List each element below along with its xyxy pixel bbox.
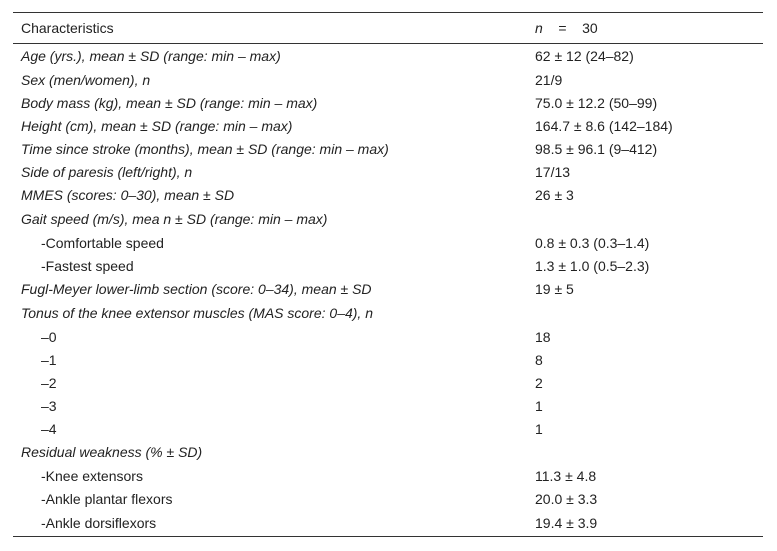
row-value-mas-1: 8 [535, 351, 543, 368]
row-value-mas-2: 2 [535, 374, 543, 391]
row-label-mas-3: –3 [41, 397, 57, 414]
row-value-side-of-paresis: 17/13 [535, 163, 571, 180]
table-row [13, 68, 763, 91]
table-row [13, 487, 763, 510]
row-value-mas-4: 1 [535, 420, 543, 437]
row-value-ankle-plantar-flexors: 20.0 ± 3.3 [535, 490, 598, 507]
table-header [13, 13, 763, 44]
row-label-sex: Sex (men/women), n [21, 71, 151, 88]
row-label-body-mass: Body mass (kg), mean ± SD (range: min – max) [21, 94, 318, 111]
header-sample-size [527, 13, 763, 44]
row-value-gait-speed [527, 207, 763, 231]
row-label-side-of-paresis: Side of paresis (left/right), n [21, 163, 193, 180]
row-value-knee-extensors: 11.3 ± 4.8 [535, 467, 597, 484]
row-label-residual-weakness: Residual weakness (% ± SD) [21, 444, 203, 460]
row-label-knee-extensors: -Knee extensors [41, 467, 143, 484]
table-row [13, 277, 763, 301]
row-label-ankle-plantar-flexors: -Ankle plantar flexors [41, 490, 173, 507]
characteristics-table-container [13, 12, 763, 537]
table-row [13, 348, 763, 371]
table-row [13, 137, 763, 160]
table-row [13, 91, 763, 114]
header-n-eq: = [558, 20, 567, 36]
row-value-fastest-speed: 1.3 ± 1.0 (0.5–2.3) [535, 257, 650, 274]
row-label-mas-4: –4 [41, 420, 57, 437]
row-value-sex: 21/9 [535, 71, 563, 88]
row-label-fugl-meyer: Fugl-Meyer lower-limb section (score: 0–34), mean ± SD [21, 281, 372, 297]
row-value-mas-0: 18 [535, 328, 551, 345]
characteristics-table [13, 12, 763, 537]
row-value-ankle-dorsiflexors: 19.4 ± 3.9 [527, 510, 763, 537]
row-value-height: 164.7 ± 8.6 (142–184) [535, 117, 673, 134]
row-value-tonus [527, 301, 763, 325]
row-value-mmes: 26 ± 3 [535, 187, 574, 203]
row-value-mas-3: 1 [535, 397, 543, 414]
table-row [13, 44, 763, 69]
table-row [13, 301, 763, 325]
table-row [13, 160, 763, 183]
table-row [13, 207, 763, 231]
row-label-height: Height (cm), mean ± SD (range: min – max) [21, 117, 293, 134]
row-label-ankle-dorsiflexors: -Ankle dorsiflexors [13, 510, 527, 537]
row-value-comfortable-speed: 0.8 ± 0.3 (0.3–1.4) [535, 234, 650, 251]
row-label-age: Age (yrs.), mean ± SD (range: min – max) [21, 48, 281, 64]
header-row [13, 13, 763, 44]
table-row [13, 510, 763, 537]
table-row [13, 417, 763, 440]
header-n-label: n [535, 20, 543, 36]
table-row [13, 325, 763, 348]
row-label-tonus: Tonus of the knee extensor muscles (MAS score: 0–4), n [21, 305, 373, 321]
table-row [13, 464, 763, 487]
table-row [13, 254, 763, 277]
row-label-mmes: MMES (scores: 0–30), mean ± SD [21, 187, 235, 203]
table-row [13, 231, 763, 254]
row-value-body-mass: 75.0 ± 12.2 (50–99) [535, 94, 658, 111]
table-row [13, 183, 763, 207]
header-characteristics: Characteristics [13, 13, 527, 44]
row-value-fugl-meyer: 19 ± 5 [535, 281, 574, 297]
table-row [13, 394, 763, 417]
row-label-comfortable-speed: -Comfortable speed [41, 234, 164, 251]
row-label-mas-0: –0 [41, 328, 57, 345]
row-value-time-since-stroke: 98.5 ± 96.1 (9–412) [535, 140, 658, 157]
row-value-age: 62 ± 12 (24–82) [535, 48, 634, 64]
row-label-gait-speed: Gait speed (m/s), mea n ± SD (range: min – max) [21, 211, 328, 227]
table-row [13, 440, 763, 464]
table-body [13, 44, 763, 537]
header-n-value: 30 [582, 20, 598, 36]
row-label-fastest-speed: -Fastest speed [41, 257, 134, 274]
table-row [13, 114, 763, 137]
row-label-mas-2: –2 [41, 374, 57, 391]
row-label-time-since-stroke: Time since stroke (months), mean ± SD (range: min – max) [21, 140, 389, 157]
table-row [13, 371, 763, 394]
row-label-mas-1: –1 [41, 351, 57, 368]
row-value-residual-weakness [527, 440, 763, 464]
